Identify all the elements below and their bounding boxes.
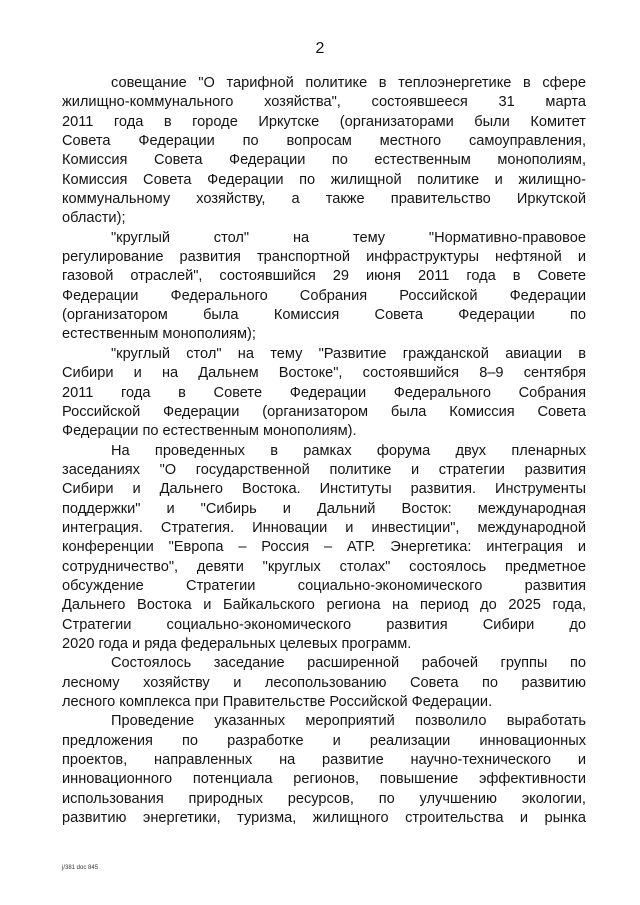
text-line: области); [62, 210, 126, 227]
document-body [62, 74, 586, 828]
text-line: совещание "О тарифной политике в теплоэнергетике в сфере [111, 75, 586, 91]
text-line: лесному хозяйству и лесопользованию Совета по развитию [62, 674, 586, 691]
text-line: использования природных ресурсов, по улучшению экологии, [62, 790, 586, 807]
text-line: Федерации Федерального Собрания Российской Федерации [62, 287, 586, 304]
text-line: газовой отраслей", состоявшийся 29 июня 2011 года в Совете [62, 268, 586, 285]
text-line: Федерации по естественным монополиям). [62, 423, 357, 440]
text-line: обсуждение Стратегии социально-экономического развития [62, 577, 586, 594]
document-footer-code: j/381 doc 845 [62, 865, 99, 871]
paragraph [62, 712, 586, 828]
text-line: Совета Федерации по вопросам местного самоуправления, [62, 133, 586, 150]
text-line: (организатором была Комиссия Совета Федерации по [62, 307, 586, 324]
text-line: "круглый стол" на тему "Нормативно-правовое [111, 229, 586, 246]
paragraph [62, 654, 586, 712]
text-line: коммунальному хозяйству, а также правительство Иркутской [62, 191, 586, 208]
text-line: 2011 года в Совете Федерации Федерального Собрания [62, 384, 586, 401]
paragraph [62, 345, 586, 442]
paragraph [62, 74, 586, 229]
text-line: На проведенных в рамках форума двух пленарных [111, 442, 586, 459]
text-line: Состоялось заседание расширенной рабочей группы по [111, 655, 586, 672]
text-line: проектов, направленных на развитие научно-технического и [62, 752, 586, 769]
text-line: Комиссия Совета Федерации по естественным монополиям, [62, 152, 586, 169]
text-line: естественным монополиям); [62, 326, 256, 343]
text-line: инновационного потенциала регионов, повышение эффективности [62, 771, 586, 788]
text-line: конференции "Европа – Россия – АТР. Энергетика: интеграция и [62, 539, 586, 556]
text-line: Российской Федерации (организатором была Комиссия Совета [62, 403, 586, 420]
text-line: Дальнего Востока и Байкальского региона на период до 2025 года, [62, 597, 586, 614]
text-line: "круглый стол" на тему "Развитие гражданской авиации в [111, 345, 586, 362]
text-line: 2020 года и ряда федеральных целевых программ. [62, 635, 412, 652]
paragraph [62, 229, 586, 345]
text-line: лесного комплекса при Правительстве Российской Федерации. [62, 694, 493, 710]
paragraph [62, 442, 586, 655]
text-line: Сибири и на Дальнем Востоке", состоявшийся 8–9 сентября [62, 365, 586, 382]
text-line: Стратегии социально-экономического развития Сибири до [62, 616, 586, 633]
text-line: регулирование развития транспортной инфраструктуры нефтяной и [62, 249, 586, 266]
page-number: 2 [315, 40, 325, 57]
text-line: сотрудничество", девяти "круглых столах" состоялось предметное [62, 558, 586, 575]
text-line: заседаниях "О государственной политике и стратегии развития [62, 461, 586, 478]
text-line: предложения по разработке и реализации инновационных [62, 732, 586, 749]
text-line: интеграция. Стратегия. Инновации и инвестиции", международной [62, 519, 586, 536]
text-line: жилищно-коммунального хозяйства", состоявшееся 31 марта [62, 94, 586, 111]
text-line: 2011 года в городе Иркутске (организаторами были Комитет [62, 113, 586, 130]
text-line: поддержки" и "Сибирь и Дальний Восток: международная [62, 500, 586, 517]
text-line: Комиссия Совета Федерации по жилищной политике и жилищно- [62, 171, 586, 188]
text-line: развитию энергетики, туризма, жилищного строительства и рынка [62, 810, 586, 827]
text-line: Проведение указанных мероприятий позволило выработать [111, 713, 586, 730]
text-line: Сибири и Дальнего Востока. Институты развития. Инструменты [62, 481, 586, 498]
